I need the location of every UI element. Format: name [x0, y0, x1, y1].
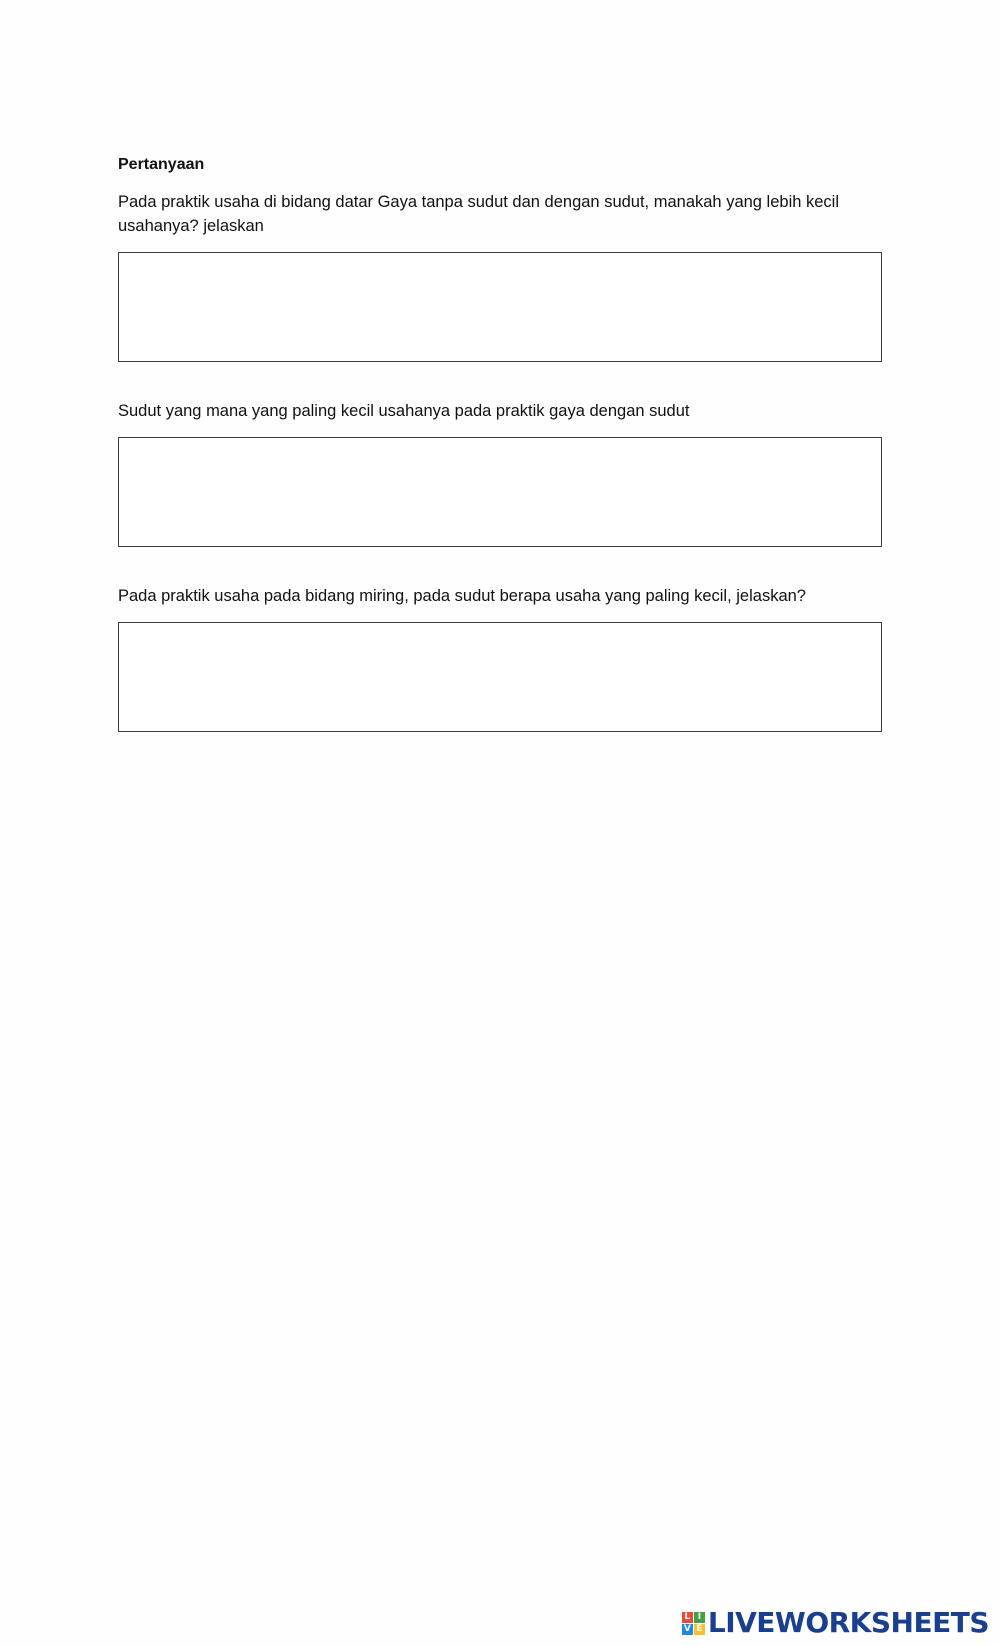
brand-name: LIVEWORKSHEETS [707, 1606, 989, 1639]
answer-input-2[interactable] [119, 438, 881, 546]
liveworksheets-brand [682, 1608, 989, 1638]
logo-letter: E [694, 1624, 705, 1635]
question-1-text: Pada praktik usaha di bidang datar Gaya tanpa sudut dan dengan sudut, manakah yang lebih kecil usahanya? jelaskan [118, 193, 840, 235]
question-3-text: Pada praktik usaha pada bidang miring, pada sudut berapa usaha yang paling kecil, jelaskan? [118, 587, 806, 605]
question-2-text: Sudut yang mana yang paling kecil usahanya pada praktik gaya dengan sudut [118, 402, 690, 420]
answer-box-3[interactable] [118, 622, 882, 732]
live-logo-icon [682, 1612, 705, 1635]
section-heading: Pertanyaan [118, 156, 205, 173]
answer-input-1[interactable] [119, 253, 881, 361]
logo-letter: V [682, 1624, 693, 1635]
logo-letter: L [682, 1612, 693, 1623]
answer-box-1[interactable] [118, 252, 882, 362]
answer-box-2[interactable] [118, 437, 882, 547]
logo-letter: I [694, 1612, 705, 1623]
answer-input-3[interactable] [119, 623, 881, 731]
